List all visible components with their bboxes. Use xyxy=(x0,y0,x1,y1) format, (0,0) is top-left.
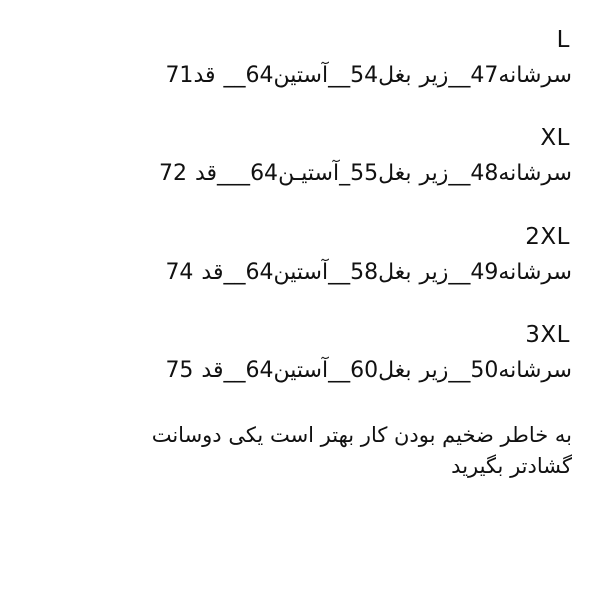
note-line-2: گشادتر بگیرید xyxy=(451,454,572,479)
size-measurements: سرشانه50__زیر بغل60__آستین64__قد 75 xyxy=(165,358,572,384)
size-measurements: سرشانه48__زیر بغل55_آستیـن64___قد 72 xyxy=(159,161,572,187)
size-label: 2XL xyxy=(525,223,570,250)
note-line-1: به خاطر ضخیم بودن کار بهتر است یکی دوسانت xyxy=(151,422,572,447)
size-block-xl xyxy=(28,124,572,188)
size-block-3xl xyxy=(28,321,572,385)
size-block-2xl xyxy=(28,223,572,287)
size-block-l xyxy=(28,26,572,90)
size-measurements: سرشانه47__زیر بغل54__آستین64__ قد71 xyxy=(165,62,572,88)
size-label: XL xyxy=(540,125,570,152)
size-label: 3XL xyxy=(525,322,570,349)
size-measurements: سرشانه49__زیر بغل58__آستین64__قد 74 xyxy=(165,259,572,285)
size-label: L xyxy=(556,27,570,53)
fit-advice-note xyxy=(28,420,572,483)
